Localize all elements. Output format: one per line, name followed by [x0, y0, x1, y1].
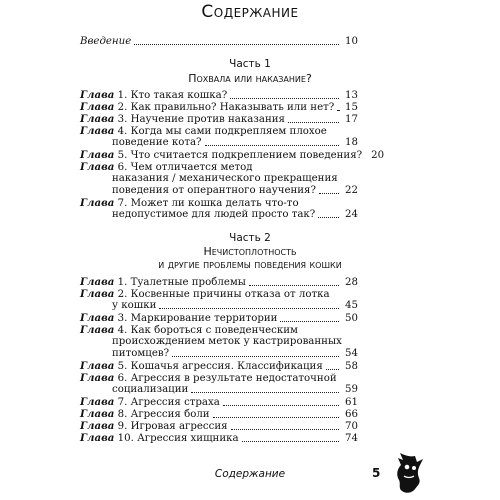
- chapter-label: Глава: [80, 420, 115, 432]
- chapter-label: Глава: [80, 324, 115, 336]
- chapter-title: 9. Игровая агрессия: [117, 421, 228, 432]
- dot-leader: [159, 308, 339, 309]
- chapter-title-cont: у кошки: [112, 300, 157, 311]
- chapter-label: Глава: [80, 408, 115, 420]
- dot-leader: [231, 429, 339, 430]
- dot-leader: [337, 110, 339, 111]
- page-ref: 15: [345, 102, 358, 113]
- page-ref: 45: [345, 300, 358, 311]
- chapter-title: 5. Что считается подкреплением поведения?: [117, 150, 363, 161]
- dot-leader: [242, 441, 339, 442]
- toc-entry-continuation[interactable]: [112, 300, 358, 312]
- chapter-title: 7. Может ли кошка делать что-то: [117, 198, 299, 209]
- chapter-title-cont: питомцев?: [112, 348, 170, 359]
- chapter-title: 8. Агрессия боли: [117, 409, 210, 420]
- chapter-title: 2. Как правильно? Наказывать или нет?: [117, 102, 335, 113]
- dot-leader: [191, 392, 339, 393]
- chapter-title: 6. Агрессия в результате недостаточной: [117, 373, 337, 384]
- dot-leader: [223, 405, 339, 406]
- chapter-title-cont: социализации: [112, 384, 189, 395]
- page-ref: 66: [345, 409, 358, 420]
- dot-leader: [318, 217, 339, 218]
- dot-leader: [288, 122, 339, 123]
- chapter-label: Глава: [80, 125, 115, 137]
- chapter-title: 7. Агрессия страха: [117, 397, 220, 408]
- dot-leader: [134, 44, 339, 45]
- chapter-label: Глава: [80, 372, 115, 384]
- page-ref: 54: [345, 348, 358, 359]
- toc-entry-continuation[interactable]: [112, 185, 358, 197]
- chapter-label: Глава: [80, 360, 115, 372]
- chapter-title-cont: наказания / механического прекращения: [112, 173, 338, 184]
- chapter-title: 1. Кто такая кошка?: [117, 90, 228, 101]
- part1-heading: Часть 1: [229, 58, 271, 70]
- page-ref: 58: [345, 361, 358, 372]
- dot-leader: [326, 369, 339, 370]
- chapter-label: Глава: [80, 197, 115, 209]
- toc-entry-continuation[interactable]: [112, 384, 358, 396]
- chapter-label: Глава: [80, 149, 115, 161]
- toc-entry-continuation[interactable]: [112, 173, 338, 185]
- chapter-title: 3. Научение против наказания: [117, 114, 285, 125]
- dot-leader: [172, 356, 339, 357]
- chapter-title: 4. Как бороться с поведенческим: [117, 325, 298, 336]
- toc-entry-continuation[interactable]: [112, 336, 342, 348]
- page-ref: 20: [371, 150, 385, 161]
- chapter-label: Глава: [80, 101, 115, 113]
- chapter-label: Глава: [80, 312, 115, 324]
- page-title: Содержание: [201, 2, 299, 22]
- page-ref: 24: [345, 209, 358, 220]
- chapter-title: 5. Кошачья агрессия. Классификация: [117, 361, 323, 372]
- page-ref: 28: [345, 277, 358, 288]
- chapter-label: Глава: [80, 161, 115, 173]
- chapter-title: 1. Туалетные проблемы: [117, 277, 246, 288]
- dot-leader: [230, 98, 339, 99]
- part2-title-line2: и другие проблемы поведения кошки: [158, 258, 342, 271]
- cat-silhouette-icon: [390, 447, 426, 495]
- page-ref: 70: [345, 421, 358, 432]
- page-ref: 74: [345, 433, 358, 444]
- part2-title: Нечистоплотность: [203, 245, 297, 258]
- chapter-title: 6. Чем отличается метод: [117, 162, 253, 173]
- dot-leader: [213, 417, 339, 418]
- page-number: 5: [372, 466, 381, 480]
- chapter-title: 4. Когда мы сами подкрепляем плохое: [117, 126, 327, 137]
- chapter-label: Глава: [80, 276, 115, 288]
- chapter-title-cont: недопустимое для людей просто так?: [112, 209, 316, 220]
- dot-leader: [319, 193, 339, 194]
- chapter-title-cont: поведения от оперантного научения?: [112, 185, 316, 196]
- dot-leader: [249, 285, 339, 286]
- chapter-title: 2. Косвенные причины отказа от лотка: [117, 289, 330, 300]
- page-ref: 50: [345, 313, 358, 324]
- toc-entry-intro[interactable]: [80, 36, 358, 48]
- toc-entry-continuation[interactable]: [112, 209, 358, 221]
- chapter-title-cont: поведение кота?: [112, 137, 202, 148]
- chapter-label: Глава: [80, 113, 115, 125]
- chapter-title: 3. Маркирование территории: [117, 313, 278, 324]
- chapter-label: Глава: [80, 396, 115, 408]
- dot-leader: [205, 145, 339, 146]
- chapter-title: 10. Агрессия хищника: [117, 433, 239, 444]
- part2-heading: Часть 2: [229, 232, 271, 244]
- toc-entry[interactable]: [80, 432, 358, 445]
- chapter-title-cont: происхождением меток у кастрированных: [112, 336, 342, 347]
- dot-leader: [280, 321, 339, 322]
- toc-entry-continuation[interactable]: [112, 348, 358, 360]
- page-ref: 10: [345, 36, 358, 47]
- chapter-label: Глава: [80, 89, 115, 101]
- intro-label: Введение: [80, 36, 132, 47]
- page-ref: 61: [345, 397, 358, 408]
- chapter-label: Глава: [80, 432, 115, 444]
- page-ref: 17: [345, 114, 358, 125]
- page-ref: 13: [345, 90, 358, 101]
- running-footer: Содержание: [214, 468, 286, 480]
- toc-entry-continuation[interactable]: [112, 137, 358, 149]
- page-ref: 59: [345, 384, 358, 395]
- page-ref: 18: [345, 137, 358, 148]
- chapter-label: Глава: [80, 288, 115, 300]
- page-ref: 22: [345, 185, 358, 196]
- part1-title: Похвала или наказание?: [188, 72, 312, 85]
